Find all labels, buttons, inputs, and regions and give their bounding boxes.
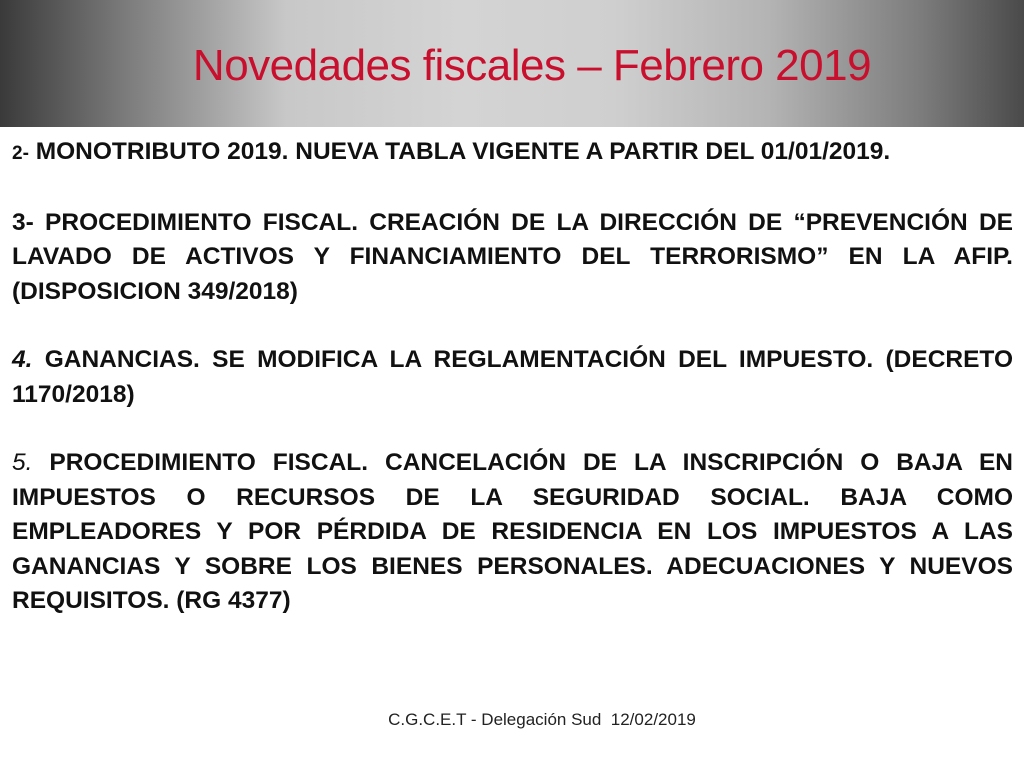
item-text: GANANCIAS. SE MODIFICA LA REGLAMENTACIÓN DEL IMPUESTO. (DECRETO 1170/2018) — [12, 346, 1013, 408]
item-number: 5. — [12, 449, 33, 476]
item-text: PROCEDIMIENTO FISCAL. CANCELACIÓN DE LA INSCRIPCIÓN O BAJA EN IMPUESTOS O RECURSOS DE LA SEGURIDAD SOCIAL. BAJA COMO EMPLEADORES Y POR PÉRDIDA DE RESIDENCIA EN LOS IMPUESTOS A LAS GANANCIAS Y SOBRE LOS BIENES PERSONALES. ADECUACIONES Y NUEVOS REQUISITOS. (RG 4377) — [12, 449, 1013, 614]
list-item — [12, 446, 1013, 619]
page-title: Novedades fiscales – Febrero 2019 — [192, 41, 872, 90]
item-text: PROCEDIMIENTO FISCAL. CREACIÓN DE LA DIRECCIÓN DE “PREVENCIÓN DE LAVADO DE ACTIVOS Y FINANCIAMIENTO DEL TERRORISMO” EN LA AFIP. (DISPOSICION 349/2018) — [12, 208, 1013, 305]
list-item — [12, 206, 1013, 310]
list-item — [12, 135, 1013, 172]
news-list — [12, 135, 1013, 653]
item-text: MONOTRIBUTO 2019. NUEVA TABLA VIGENTE A PARTIR DEL 01/01/2019. — [28, 138, 891, 165]
item-number: 3- — [12, 208, 34, 236]
list-item — [12, 343, 1013, 412]
item-number: 4. — [12, 346, 33, 373]
item-number: 2- — [12, 143, 29, 164]
footer-text: C.G.C.E.T - Delegación Sud 12/02/2019 — [388, 710, 696, 729]
